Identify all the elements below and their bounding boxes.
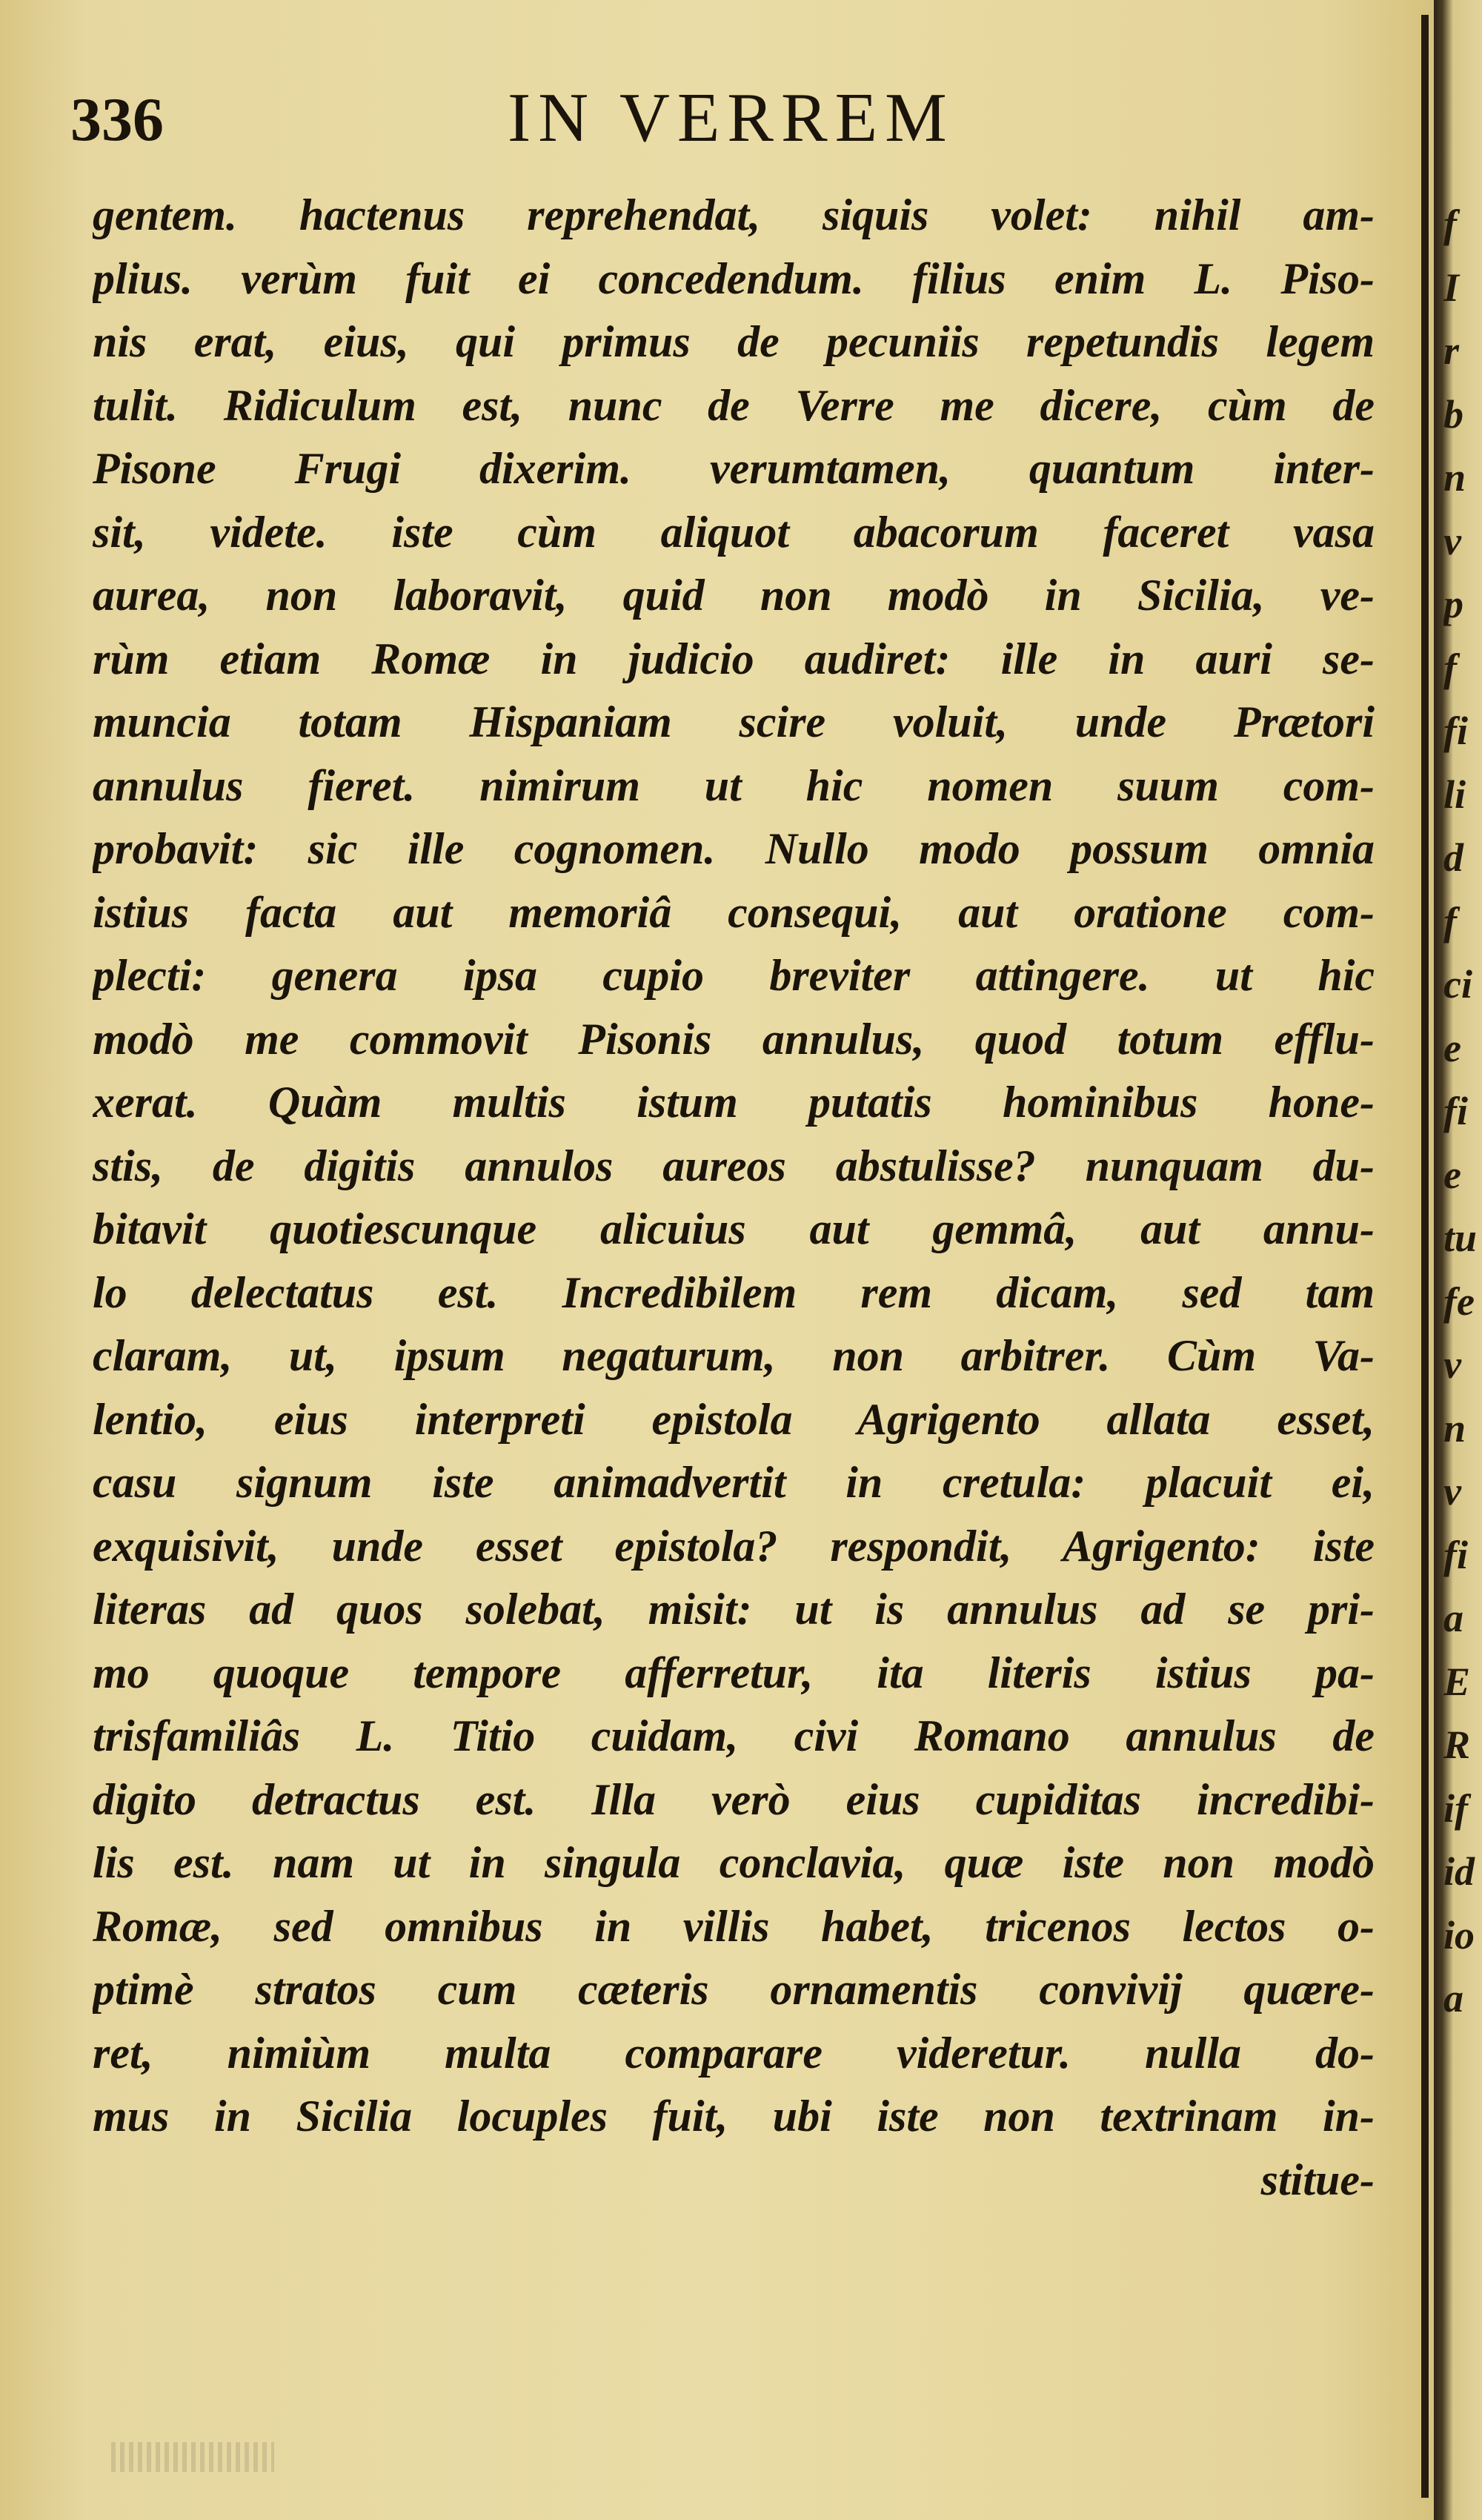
text-line: mo quoque tempore afferretur, ita literis istius pa-: [93, 1648, 1375, 1697]
text-line: annulus fieret. nimirum ut hic nomen suum com-: [93, 760, 1375, 810]
text-line: muncia totam Hispaniam scire voluit, unde Prætori: [93, 697, 1375, 746]
library-stamp: [111, 2442, 274, 2472]
text-line: ptimè stratos cum cæteris ornamentis convivij quære-: [93, 1965, 1375, 2014]
facing-page-fragment: a: [1443, 1976, 1463, 2020]
facing-page-fragment: a: [1443, 1596, 1463, 1640]
text-line: xerat. Quàm multis istum putatis hominibus hone-: [93, 1078, 1375, 1127]
running-title: IN VERREM: [508, 79, 954, 156]
facing-page-fragment: d: [1443, 835, 1463, 880]
body-text: [93, 184, 1375, 2212]
text-line: claram, ut, ipsum negaturum, non arbitrer. Cùm Va-: [93, 1331, 1375, 1380]
text-line: rùm etiam Romæ in judicio audiret: ille in auri se-: [93, 634, 1375, 683]
text-line: Pisone Frugi dixerim. verumtamen, quantum inter-: [93, 444, 1375, 493]
facing-page-fragments: [1443, 193, 1481, 2031]
text-line: probavit: sic ille cognomen. Nullo modo possum omnia: [93, 824, 1375, 873]
facing-page-fragment: I: [1443, 265, 1460, 310]
facing-page-fragment: id: [1443, 1849, 1475, 1894]
catchword: stitue-: [1260, 2155, 1375, 2204]
facing-page-fragment: R: [1443, 1722, 1471, 1767]
facing-page-fragment: n: [1443, 1405, 1466, 1450]
facing-page-fragment: f: [1443, 645, 1457, 690]
text-line: istius facta aut memoriâ consequi, aut oratione com-: [93, 887, 1375, 937]
facing-page-fragment: r: [1443, 328, 1460, 373]
text-line: lo delectatus est. Incredibilem rem dicam, sed tam: [93, 1267, 1375, 1317]
facing-page-fragment: E: [1443, 1659, 1471, 1704]
text-line: mus in Sicilia locuples fuit, ubi iste non textrinam in-: [93, 2092, 1375, 2141]
facing-page-fragment: ci: [1443, 962, 1472, 1007]
text-line: gentem. hactenus reprehendat, siquis volet: nihil am-: [93, 190, 1375, 239]
text-line: casu signum iste animadvertit in cretula: placuit ei,: [93, 1458, 1375, 1507]
text-line: ret, nimiùm multa comparare videretur. nulla do-: [93, 2028, 1375, 2078]
facing-page-fragment: f: [1443, 898, 1457, 944]
text-line: tulit. Ridiculum est, nunc de Verre me dicere, cùm de: [93, 380, 1375, 430]
text-line: digito detractus est. Illa verò eius cupiditas incredibi-: [93, 1774, 1375, 1824]
facing-page-fragment: b: [1443, 391, 1463, 437]
text-line: modò me commovit Pisonis annulus, quod totum efflu-: [93, 1014, 1375, 1064]
facing-page-fragment: if: [1443, 1785, 1468, 1831]
facing-page-fragment: v: [1443, 1342, 1461, 1387]
facing-page-fragment: v: [1443, 518, 1461, 563]
facing-page-fragment: fi: [1443, 709, 1468, 753]
facing-page-fragment: fi: [1443, 1089, 1468, 1133]
text-line: exquisivit, unde esset epistola? respondit, Agrigento: iste: [93, 1521, 1375, 1571]
page-number: 336: [70, 85, 164, 154]
facing-page-fragment: f: [1443, 202, 1457, 246]
text-line: sit, videte. iste cùm aliquot abacorum faceret vasa: [93, 507, 1375, 557]
page-header: [70, 78, 1404, 159]
text-line: bitavit quotiescunque alicuius aut gemmâ, aut annu-: [93, 1204, 1375, 1253]
page-edge-rule: [1421, 15, 1429, 2498]
facing-page-fragment: io: [1443, 1912, 1475, 1957]
facing-page-fragment: v: [1443, 1469, 1461, 1513]
text-line: trisfamiliâs L. Titio cuidam, civi Romano annulus de: [93, 1711, 1375, 1760]
facing-page-fragment: p: [1443, 582, 1463, 626]
text-line: Romæ, sed omnibus in villis habet, tricenos lectos o-: [93, 1901, 1375, 1951]
text-line: lentio, eius interpreti epistola Agrigento allata esset,: [93, 1394, 1375, 1444]
text-line: literas ad quos solebat, misit: ut is annulus ad se pri-: [93, 1585, 1375, 1634]
facing-page-fragment: n: [1443, 455, 1466, 500]
facing-page-fragment: fi: [1443, 1532, 1468, 1577]
text-line: stis, de digitis annulos aureos abstulisse? nunquam du-: [93, 1141, 1375, 1190]
text-line: plius. verùm fuit ei concedendum. filius enim L. Piso-: [93, 253, 1375, 303]
text-line: nis erat, eius, qui primus de pecuniis repetundis legem: [93, 317, 1375, 366]
facing-page-fragment: li: [1443, 772, 1466, 817]
text-line: lis est. nam ut in singula conclavia, quæ iste non modò: [93, 1838, 1375, 1887]
facing-page-fragment: e: [1443, 1025, 1461, 1070]
text-line: plecti: genera ipsa cupio breviter attingere. ut hic: [93, 951, 1375, 1000]
text-line: aurea, non laboravit, quid non modò in Sicilia, ve-: [93, 571, 1375, 620]
facing-page-fragment: fe: [1443, 1279, 1475, 1324]
facing-page-fragment: tu: [1443, 1216, 1478, 1260]
facing-page-fragment: e: [1443, 1152, 1461, 1197]
